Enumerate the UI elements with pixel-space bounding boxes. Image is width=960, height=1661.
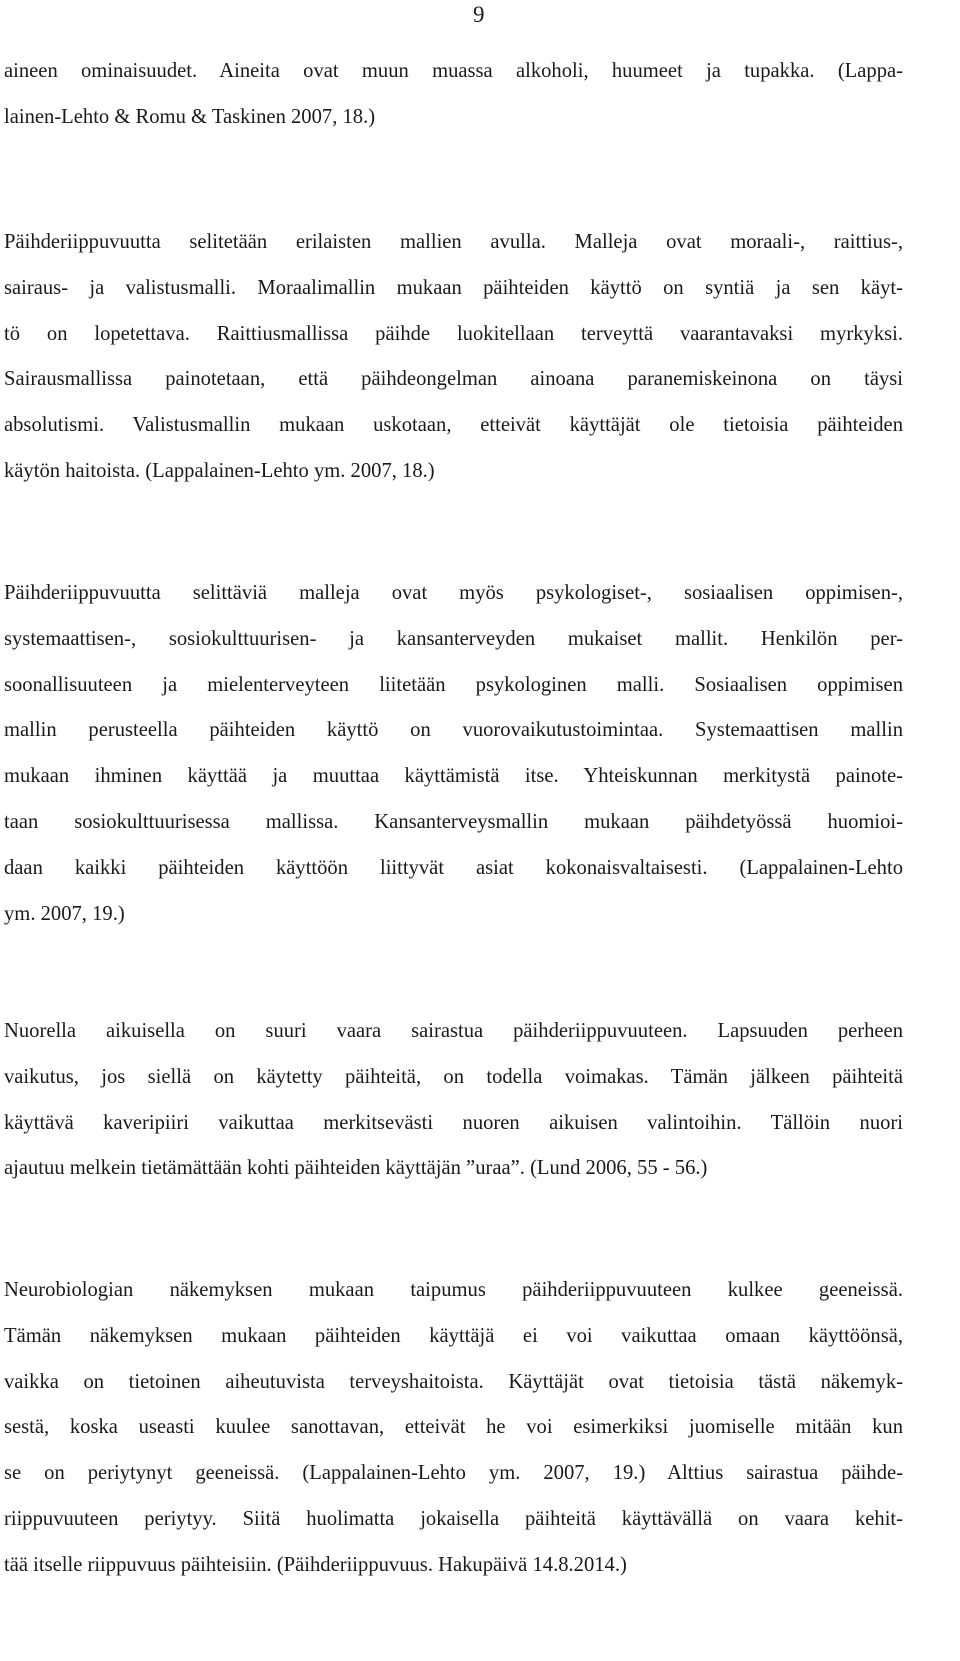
paragraph-line: käyttävä kaveripiiri vaikuttaa merkitsevästi nuoren aikuisen valintoihin. Tällöin nuori [4,1111,903,1134]
paragraph-line: sairaus- ja valistusmalli. Moraalimallin mukaan päihteiden käyttö on syntiä ja sen käyt- [4,276,903,299]
paragraph-1 [4,49,903,141]
paragraph-5 [4,1268,903,1589]
paragraph-line: ym. 2007, 19.) [4,902,125,925]
paragraph-line: vaikutus, jos siellä on käytetty päihteitä, on todella voimakas. Tämän jälkeen päihteitä [4,1065,903,1088]
paragraph-line: mukaan ihminen käyttää ja muuttaa käyttämistä itse. Yhteiskunnan merkitystä painote- [4,765,903,788]
paragraph-4 [4,1009,903,1192]
paragraph-line: Nuorella aikuisella on suuri vaara sairastua päihderiippuvuuteen. Lapsuuden perheen [4,1020,903,1042]
paragraph-line: se on periytynyt geeneissä. (Lappalainen-Lehto ym. 2007, 19.) Alttius sairastua päihde- [4,1462,903,1485]
paragraph-line: vaikka on tietoinen aiheutuvista terveyshaitoista. Käyttäjät ovat tietoisia tästä näkemyk- [4,1370,903,1393]
paragraph-line: soonallisuuteen ja mielenterveyteen liitetään psykologinen malli. Sosiaalisen oppimisen [4,673,903,696]
paragraph-line: aineen ominaisuudet. Aineita ovat muun muassa alkoholi, huumeet ja tupakka. (Lappa- [4,60,903,82]
paragraph-line: Sairausmallissa painotetaan, että päihdeongelman ainoana paranemiskeinona on täysi [4,368,903,391]
paragraph-2 [4,220,903,495]
paragraph-line: käytön haitoista. (Lappalainen-Lehto ym. 2007, 18.) [4,459,435,482]
page-number: 9 [473,2,485,27]
paragraph-line: ajautuu melkein tietämättään kohti päihteiden käyttäjän ”uraa”. (Lund 2006, 55 - 56.) [4,1157,708,1180]
paragraph-line: riippuvuuteen periytyy. Siitä huolimatta jokaisella päihteitä käyttävällä on vaara kehit- [4,1507,903,1530]
paragraph-line: Neurobiologian näkemyksen mukaan taipumus päihderiippuvuuteen kulkee geeneissä. [4,1279,903,1301]
paragraph-line: sestä, koska useasti kuulee sanottavan, etteivät he voi esimerkiksi juomiselle mitään kun [4,1416,903,1439]
paragraph-line: tää itselle riippuvuus päihteisiin. (Päihderiippuvuus. Hakupäivä 14.8.2014.) [4,1553,627,1576]
paragraph-line: tö on lopetettava. Raittiusmallissa päihde luokitellaan terveyttä vaarantavaksi myrkyksi. [4,322,903,345]
paragraph-line: daan kaikki päihteiden käyttöön liittyvät asiat kokonaisvaltaisesti. (Lappalainen-Lehto [4,856,903,879]
paragraph-line: mallin perusteella päihteiden käyttö on vuorovaikutustoimintaa. Systemaattisen mallin [4,719,903,742]
paragraph-line: Päihderiippuvuutta selitetään erilaisten mallien avulla. Malleja ovat moraali-, raittius-, [4,231,903,253]
paragraph-3 [4,571,903,937]
paragraph-line: lainen-Lehto & Romu & Taskinen 2007, 18.) [4,105,376,128]
paragraph-line: systemaattisen-, sosiokulttuurisen- ja kansanterveyden mukaiset mallit. Henkilön per- [4,627,903,650]
paragraph-line: taan sosiokulttuurisessa mallissa. Kansanterveysmallin mukaan päihdetyössä huomioi- [4,810,903,833]
paragraph-line: Päihderiippuvuutta selittäviä malleja ovat myös psykologiset-, sosiaalisen oppimisen-, [4,582,903,604]
paragraph-line: absolutismi. Valistusmallin mukaan uskotaan, etteivät käyttäjät ole tietoisia päihteiden [4,414,903,437]
paragraph-line: Tämän näkemyksen mukaan päihteiden käyttäjä ei voi vaikuttaa omaan käyttöönsä, [4,1324,903,1347]
